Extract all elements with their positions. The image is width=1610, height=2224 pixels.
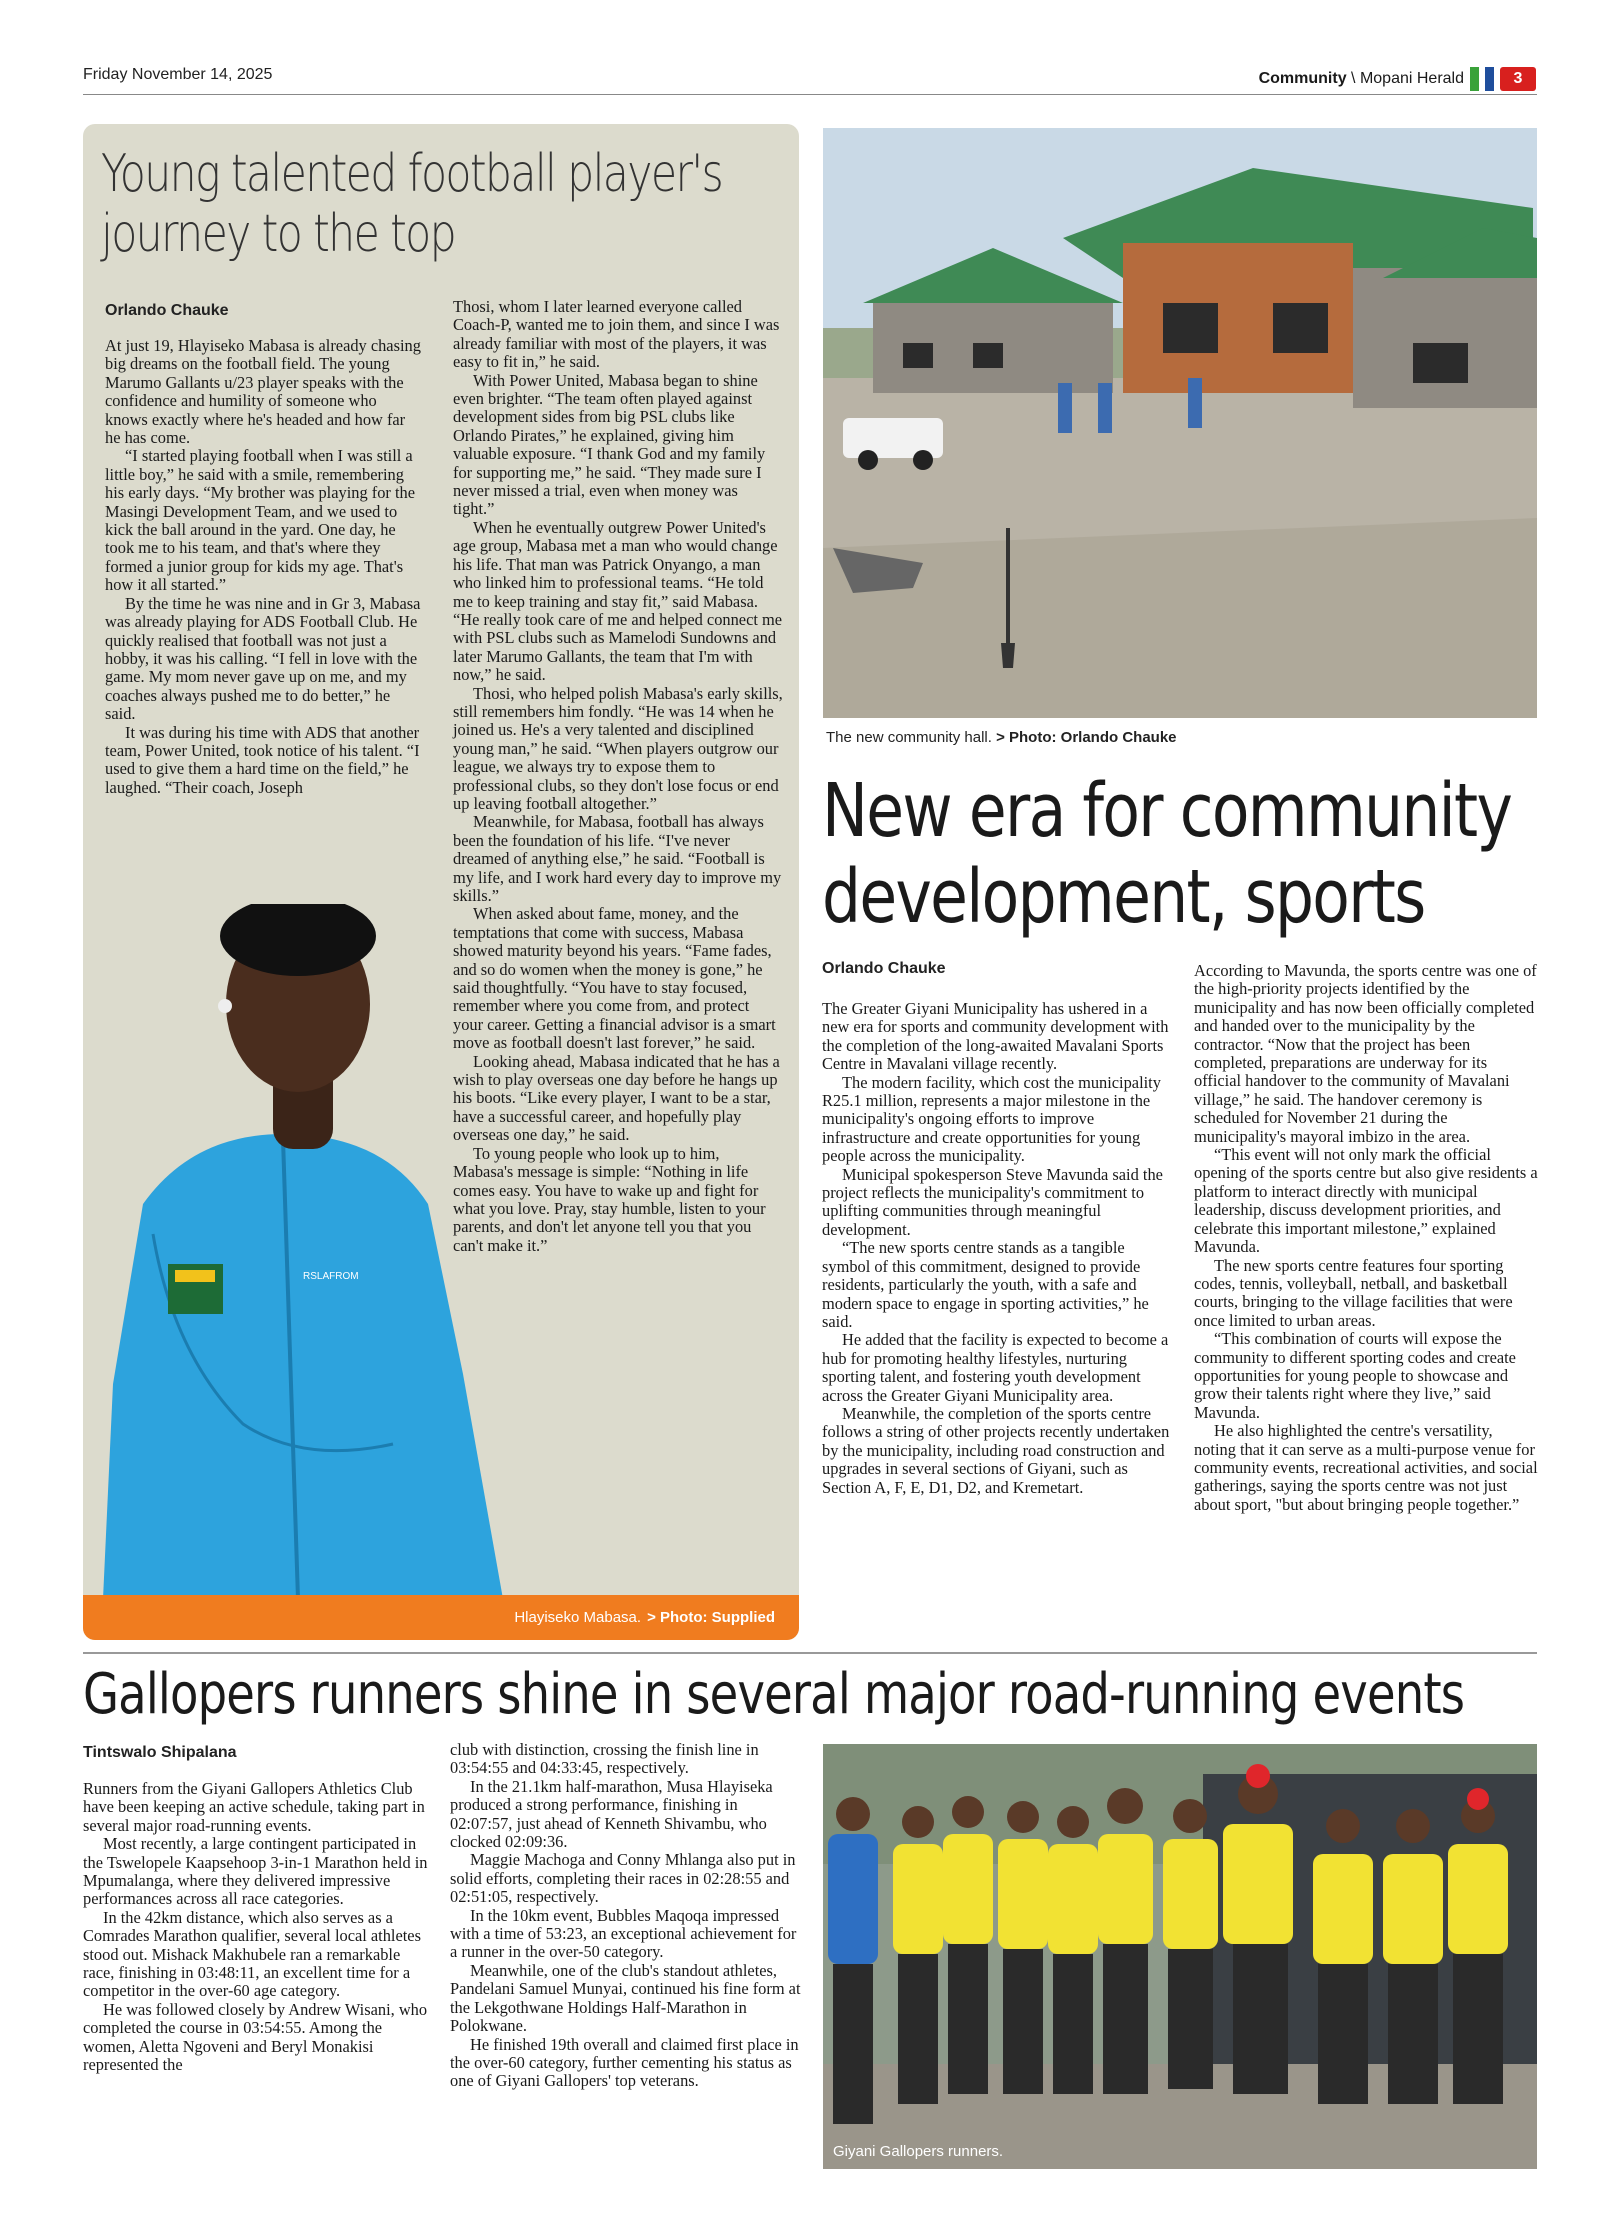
paragraph: He was followed closely by Andrew Wisani, who completed the course in 03:54:55. Among the women, Aletta Ngoveni and Beryl Monakisi represented the: [83, 1999, 428, 2075]
paragraph: When asked about fame, money, and the temptations that come with success, Mabasa showed maturity beyond his years. “Fame fades, and so do women when the money is gone,” he said thoughtfully. “You have to stay focused, remember where you come from, and protect your career. Getting a financial advisor is a smart move as football doesn't last forever,” he said.: [453, 904, 776, 1053]
gallopers-column-1: [83, 1780, 433, 2075]
paragraph: He also highlighted the centre's versatility, noting that it can serve as a multi-purpose venue for community events, recreational activities, and social gatherings, saying the sports centre was not just about sport, "but about bringing people together.”: [1194, 1421, 1538, 1514]
paragraph: Meanwhile, for Mabasa, football has always been the foundation of his life. “I've never dreamed of anything else,” he said. “Football is my life, and I work hard every day to improve my skills.”: [453, 812, 782, 905]
paragraph: Looking ahead, Mabasa indicated that he has a wish to play overseas one day before he hangs up his boots. “Like every player, I want to be a star, have a successful career, and hopefully play overseas one day,” he said.: [453, 1051, 780, 1145]
paragraph: He added that the facility is expected to become a hub for promoting healthy lifestyles, nurturing sporting talent, and fostering youth development across the Greater Giyani Municipality area.: [822, 1330, 1169, 1405]
paragraph: At just 19, Hlayiseko Mabasa is already chasing big dreams on the football field. The young Marumo Gallants u/23 player speaks with the confidence and humility of someone who knows exactly where he's headed and how far he has come.: [105, 336, 421, 448]
paragraph: “I started playing football when I was still a little boy,” he said with a smile, remembering his early days. “My brother was playing for the Masingi Development Team, and we used to kick the ball around in the yard. One day, he took me to his team, and that's where they formed a junior group for kids my age. That's how it all started.”: [105, 446, 415, 595]
photo-credit: > Photo: Orlando Chauke: [996, 729, 1177, 746]
paragraph: According to Mavunda, the sports centre was one of the high-priority projects identified by the municipality and has now been officially completed and handed over to the municipality by the contractor. “Now that the project has been completed, preparations are underway for its official handover to the community of Mavalani village,” he said. The handover ceremony is scheduled for November 21 during the municipality's mayoral imbizo in the area.: [1194, 961, 1537, 1146]
page-number: 3: [1500, 67, 1536, 91]
paragraph: Maggie Machoga and Conny Mhlanga also put in solid efforts, completing their races in 02:28:55 and 02:51:05, respectively.: [450, 1850, 796, 1907]
gallopers-column-2: [450, 1741, 802, 2091]
paragraph: In the 10km event, Bubbles Maqoqa impressed with a time of 53:23, an exceptional achievement for a runner in the over-50 category.: [450, 1905, 797, 1962]
masthead-text: [1259, 70, 1464, 88]
paragraph: “This event will not only mark the official opening of the sports centre but also give residents a platform to interact directly with municipal leadership, discuss development priorities, and celebrate this important milestone,” explained Mavunda.: [1194, 1145, 1538, 1257]
caption-text: Hlayiseko Mabasa.: [514, 1609, 642, 1626]
gallopers-byline: Tintswalo Shipalana: [83, 1744, 237, 1761]
paragraph: club with distinction, crossing the finish line in 03:54:55 and 04:33:45, respectively.: [450, 1740, 759, 1778]
paragraph: He finished 19th overall and claimed first place in the over-60 category, further cementing his status as one of Giyani Gallopers' top veterans.: [450, 2034, 799, 2091]
community-column-1: [822, 1000, 1174, 1497]
paragraph: It was during his time with ADS that another team, Power United, took notice of his talent. “I used to give them a hard time on the field,” he laughed. “Their coach, Joseph: [105, 722, 420, 797]
color-bar-blue: [1485, 67, 1494, 91]
feature-column-1: [105, 337, 423, 797]
header-divider: [83, 94, 1537, 95]
feature-headline-line-1: Young talented football player's: [101, 144, 723, 204]
feature-byline: Orlando Chauke: [105, 302, 229, 319]
paragraph: The Greater Giyani Municipality has ushered in a new era for sports and community development with the completion of the long-awaited Mavalani Sports Centre in Mavalani village recently.: [822, 999, 1169, 1074]
paragraph: In the 42km distance, which also serves as a Comrades Marathon qualifier, several local athletes stood out. Mishack Makhubele ran a remarkable race, finishing in 03:48:11, an excellent time for a competitor in the over-60 age category.: [83, 1907, 421, 2001]
color-bar-green: [1470, 67, 1479, 91]
paragraph: To young people who look up to him, Mabasa's message is simple: “Nothing in life comes easy. You have to wake up and fight for what you love. Pray, stay humble, listen to your parents, and don't let anyone tell you that you can't make it.”: [453, 1143, 766, 1255]
community-headline: [822, 768, 1511, 940]
paragraph: Thosi, whom I later learned everyone called Coach-P, wanted me to join them, and since I was already familiar with most of the players, it was easy to fit in,” he said.: [453, 297, 780, 372]
paragraph: Most recently, a large contingent participated in the Tswelopele Kaapsehoop 3-in-1 Marathon held in Mpumalanga, where they delivered impressive performances across all race categories.: [83, 1834, 428, 1909]
section-name: Community: [1258, 70, 1347, 87]
photo-credit: > Photo: Supplied: [647, 1609, 775, 1626]
masthead: [1259, 67, 1536, 91]
paragraph: “The new sports centre stands as a tangible symbol of this commitment, designed to provide residents, particularly the youth, with a safe and modern space to engage in sporting activities,” he said.: [822, 1238, 1149, 1331]
runners-photo-caption: Giyani Gallopers runners.: [833, 2143, 1004, 2160]
community-column-2: [1194, 962, 1538, 1514]
hall-photo-caption: [826, 729, 1177, 746]
paragraph: When he eventually outgrew Power United's age group, Mabasa met a man who would change his life. That man was Patrick Onyango, a man who linked him to professional teams. “He told me to keep training and stay fit,” said Mabasa. “He really took care of me and helped connect me with PSL clubs such as Mamelodi Sundowns and later Marumo Gallants, the team that I'm with now,” he said.: [453, 517, 783, 685]
gallopers-headline: Gallopers runners shine in several major road-running events: [83, 1662, 1465, 1727]
paragraph: The new sports centre features four sporting codes, tennis, volleyball, netball, and basketball courts, bringing to the village facilities that were once limited to urban areas.: [1194, 1255, 1513, 1330]
paragraph: Municipal spokesperson Steve Mavunda said the project reflects the municipality's commitment to uplifting communities through meaningful development.: [822, 1164, 1163, 1239]
section-divider: [83, 1652, 1537, 1654]
community-byline: Orlando Chauke: [822, 960, 946, 977]
feature-photo-caption: [83, 1595, 799, 1640]
paragraph: In the 21.1km half-marathon, Musa Hlayiseka produced a strong performance, finishing in 02:07:57, just ahead of Kenneth Shivambu, who clocked 02:09:36.: [450, 1776, 773, 1852]
paragraph: Meanwhile, the completion of the sports centre follows a string of other projects recently undertaken by the municipality, including road construction and upgrades in several sections of Giyani, such as Section A, F, E, D1, D2, and Kremetart.: [822, 1403, 1170, 1497]
feature-column-2: [453, 298, 783, 1255]
masthead-separator: \: [1346, 70, 1360, 87]
paragraph: Thosi, who helped polish Mabasa's early skills, still remembers him fondly. “He was 14 when he joined us. He's a very talented and disciplined young man,” he said. “When players outgrow our league, we always try to expose them to professional clubs, so they don't lose focus or end up leaving football altogether.”: [453, 683, 783, 813]
feature-headline: [101, 144, 723, 264]
paragraph: Runners from the Giyani Gallopers Athletics Club have been keeping an active schedule, taking part in several major road-running events.: [83, 1779, 425, 1835]
paragraph: With Power United, Mabasa began to shine even brighter. “The team often played against development sides from big PSL clubs like Orlando Pirates,” he explained, giving him valuable exposure. “I thank God and my family for supporting me,” he said. “They made sure I never missed a trial, even when money was tight.”: [453, 370, 766, 519]
paragraph: Meanwhile, one of the club's standout athletes, Pandelani Samuel Munyai, continued his fine form at the Lekgothwane Holdings Half-Marathon in Polokwane.: [450, 1960, 801, 2036]
paragraph: By the time he was nine and in Gr 3, Mabasa was already playing for ADS Football Club. He quickly realised that football was not just a hobby, it was his calling. “I fell in love with the game. My mom never gave up on me, and my coaches always pushed me to do better,” he said.: [105, 593, 421, 724]
runners-photo: [823, 1744, 1537, 2169]
caption-text: The new community hall.: [826, 729, 992, 746]
feature-panel: [83, 124, 799, 1640]
community-headline-line-2: development, sports: [822, 854, 1425, 940]
feature-headline-line-2: journey to the top: [101, 204, 456, 264]
svg-text:RSLAFROM: RSLAFROM: [303, 1271, 359, 1282]
paragraph: The modern facility, which cost the municipality R25.1 million, represents a major milestone in the municipality's ongoing efforts to improve infrastructure and create opportunities for young people across the municipality.: [822, 1072, 1161, 1166]
community-hall-photo: [823, 128, 1537, 718]
issue-date: Friday November 14, 2025: [83, 66, 273, 83]
paragraph: “This combination of courts will expose the community to different sporting codes and create opportunities for young people to showcase and grow their talents right where they live,” said Mavunda.: [1194, 1329, 1516, 1422]
community-headline-line-1: New era for community: [822, 768, 1512, 854]
publication-name: Mopani Herald: [1359, 70, 1464, 87]
